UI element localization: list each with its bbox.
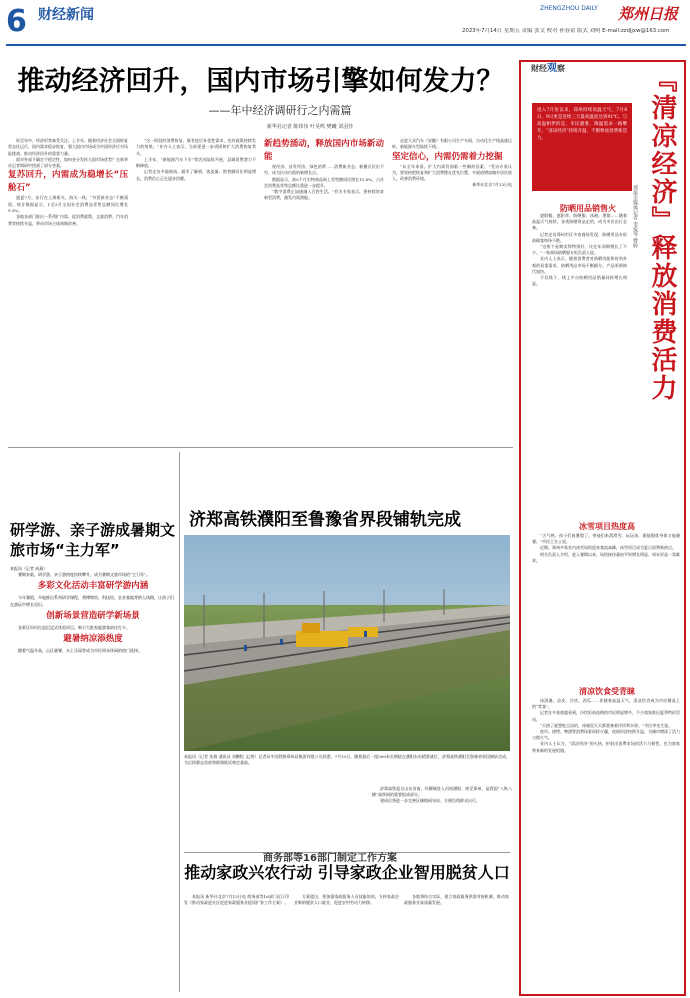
photo-story-body: 济郑高铁起自山东济南，经聊城进入河南濮阳，终至郑州，是我国“八纵八横”高铁网的重要组成部分。 建成后将进一步完善区域路网布局，方便沿线群众出行。: [372, 786, 512, 804]
sidebar-section-food: 冰淇淋、凉皮、冷饮、西瓜……伴随着高温天气，清凉饮食成为市民餐桌上的“常客”。 记者在多家商超看到，冷饮柜前选购的市民明显增多，不少商家推出夏季特价活动。 “天热了就想吃点凉的，冰箱里天天都要备着冷饮和水果。”市民李先生说。 夜市、烧烤、啤酒等消费场景同样火爆，夜间经济持续升温，为城市增添了活力与烟火气。 业内人士认为，“清凉经济”的火热，折射出消费市场的活力与韧性，也为商家带来新的发展机遇。: [532, 698, 680, 753]
bottom-column-1: 本报讯 新华社北京7月13日电 商务部等16部门近日印发《推动家政进社区促进家政服务业提质扩容工作方案》。: [184, 894, 289, 906]
page-header: [0, 0, 690, 60]
left-article-title: 研学游、亲子游成暑期文旅市场“主力军”: [10, 521, 176, 559]
main-column-4: 走进大众汽车（安徽）有限公司生产车间，自动化生产线高速运转，新能源车型陆续下线。 坚定信心，内需仍需着力挖掘 “从全年来看，扩大内需仍面临一些制约因素。”受访专家认为，要坚持把恢复和扩大消费摆在优先位置，多渠道增加城乡居民收入，改善消费环境。 新华社北京7月13日电: [392, 138, 512, 188]
bottom-headline: 推动家政兴农行动 引导家政企业智用脱贫人口: [184, 863, 510, 882]
sidebar-heading-ice: 冰雪项目热度高: [579, 522, 635, 531]
bottom-column-2: 方案提出，要加强家政服务人员技能培训，支持家政企业吸纳脱贫人口就业，促进农村劳动力转移。: [294, 894, 399, 906]
page-number: 6: [6, 4, 27, 39]
sidebar-section-sunscreen: 遮阳帽、遮阳伞、防晒服、冰袖、墨镜……随着高温天气持续，各类防晒用品走俏，成为市民出行必备。 记者走访郑州市区多家商场发现，防晒用品专柜前顾客络绎不绝。 “这两个星期卖得特别好，比往年同期增长了不少。”一家商场防晒服专柜负责人说。 业内人士表示，随着消费者对防晒功能和时尚外观的双重需求，防晒用品市场不断细分，产品更新换代加快。 不仅线下，线上平台防晒用品销量同样增长明显。: [532, 213, 627, 287]
left-article-body: 本报讯（记者 成燕） 暑期来临，研学游、亲子游热度持续攀升，成为暑期文旅市场的“主力军”。 多彩文化活动丰富研学游内涵 今年暑假，多地推出系列研学课程，将博物馆、科技馆、农业基地等纳入线路，让孩子们在游玩中增长见识。 创新场景营造研学新场景 各景区纷纷打造沉浸式体验项目，吸引大批家庭游客前往打卡。 避暑纳凉添热度 随着气温升高，山区避暑、水上乐园等成为市民周末休闲的热门选择。: [10, 566, 174, 654]
section-heading: 复苏回升，内需成为稳增长“压舱石”: [8, 170, 128, 194]
bottom-kicker: 商务部等16部门制定工作方案: [263, 853, 397, 864]
divider: [8, 447, 513, 448]
main-column-1: 时至年中，经济形势备受关注。上半年，随着经济社会全面恢复常态化运行，国内需求稳步恢复，强大国内市场成为中国经济应对风险挑战、推动经济回升的重要力量。 面对外部不确定不稳定性，如何充分发挥大国市场优势？在新华社记者调研中找到了部分答案。 复苏回升，内需成为稳增长“压舱石” 盛夏7月，步行在上海街头，海关一线，“外贸新业态”不断涌现。统计数据显示，1至5月全国社会消费品零售总额同比增长9.3%。 各地各部门推出一系列扩内需、促消费政策，文旅消费、汽车消费等持续升温，带动市场主体预期改善。: [8, 138, 128, 226]
photo-story-title: 济郑高铁濮阳至鲁豫省界段铺轨完成: [189, 510, 461, 530]
railway-photo: [184, 535, 510, 751]
dateline: 2023年7月14日 星期五 责编 张文 校对 孙春蕾 版式 刘明 E-mail:zzdjjxw@163.com: [462, 28, 670, 34]
main-subhead: ——年中经济调研行之内需篇: [208, 104, 352, 117]
column-divider: [179, 452, 180, 992]
bottom-column-3: 各地将结合实际，建立家政服务供需对接机制，推动家政服务业高质量发展。: [404, 894, 509, 906]
section-title: 财经新闻: [38, 7, 94, 23]
masthead-logo: 郑州日报: [618, 5, 679, 23]
track-laying-machine: [296, 631, 348, 647]
main-headline: 推动经济回升，国内市场引擎如何发力？: [17, 66, 504, 97]
section-heading: 新趋势涌动，释放国内市场新动能: [264, 139, 384, 162]
masthead-english: ZHENGZHOU DAILY: [540, 5, 598, 12]
main-column-3: 新趋势涌动，释放国内市场新动能 夜经济、首发经济、绿色消费……消费新业态、新模式层出不穷，成为拉动内需的新增长点。 数据显示，前5个月实物商品网上零售额同比增长11.8%，占社会消费品零售总额比重进一步提升。 “数字消费正加速融入百姓生活。”有关专家表示，要持续培育新型消费，激发内需潜能。: [264, 139, 384, 201]
sidebar-heading-food: 清凉饮食受青睐: [579, 687, 635, 696]
left-byline: 本报讯（记者 成燕）: [10, 566, 48, 571]
sidebar-lead: 进入7月份以来，郑州持续高温天气，7月8日、9日更是连续三天最高温度达到41℃。与高温相伴的是，市民避暑、降温需求一路攀升，“清凉经济”持续升温，不断释放消费新活力。: [532, 103, 632, 191]
section-heading: 坚定信心，内需仍需着力挖掘: [392, 151, 503, 162]
header-rule: [6, 44, 686, 46]
main-byline: 新华社记者 陈炜伟 叶昊鸣 樊曦 刘羽佳: [266, 124, 354, 130]
main-column-2: “这一阶段的消费恢复，既有疫后补偿性需求，也有政策持续发力的效果。”业内人士表示，当前要进一步巩固和扩大消费恢复势头。 上半年，“新能源汽车下乡”等活动陆续开展，县域消费潜力不断释放。 记者走访多地商场、超市了解到，客流量、销售额同比明显增长，消费信心正在逐步回暖。: [136, 138, 256, 181]
photo-caption: 本报讯（记者 张倩 通讯员 刘鹏程 文/图）记者从中国铁路郑州局集团有限公司获悉，7月13日，随着最后一组500米长钢轨在濮阳东站精准就位，济郑高铁濮阳至鲁豫省界段铺轨完成，为后续静态验收和联调联试奠定基础。: [184, 754, 510, 766]
sidebar-heading-sunscreen: 防晒用品销售火: [560, 204, 616, 213]
column-logo: 财经观察: [531, 63, 565, 74]
dateline-end: 新华社北京7月13日电: [472, 182, 512, 188]
sidebar-title: 『清凉经济』释放消费活力: [647, 66, 677, 402]
sidebar-byline: 郑报全媒体记者 李爱琴 曹婷: [632, 185, 638, 249]
sidebar-section-ice: “天气热，孩子们放暑假了，带他们来滑滑雪、玩玩冰，既能锻炼身体又能避暑。”市民王女士说。 近期，郑州多家室内冰雪场馆迎来客流高峰，冰雪项目成为夏日消费新热点。 相关负责人介绍，进入暑期以来，场馆接待量较平时增长明显，周末更是一票难求。: [532, 533, 680, 563]
